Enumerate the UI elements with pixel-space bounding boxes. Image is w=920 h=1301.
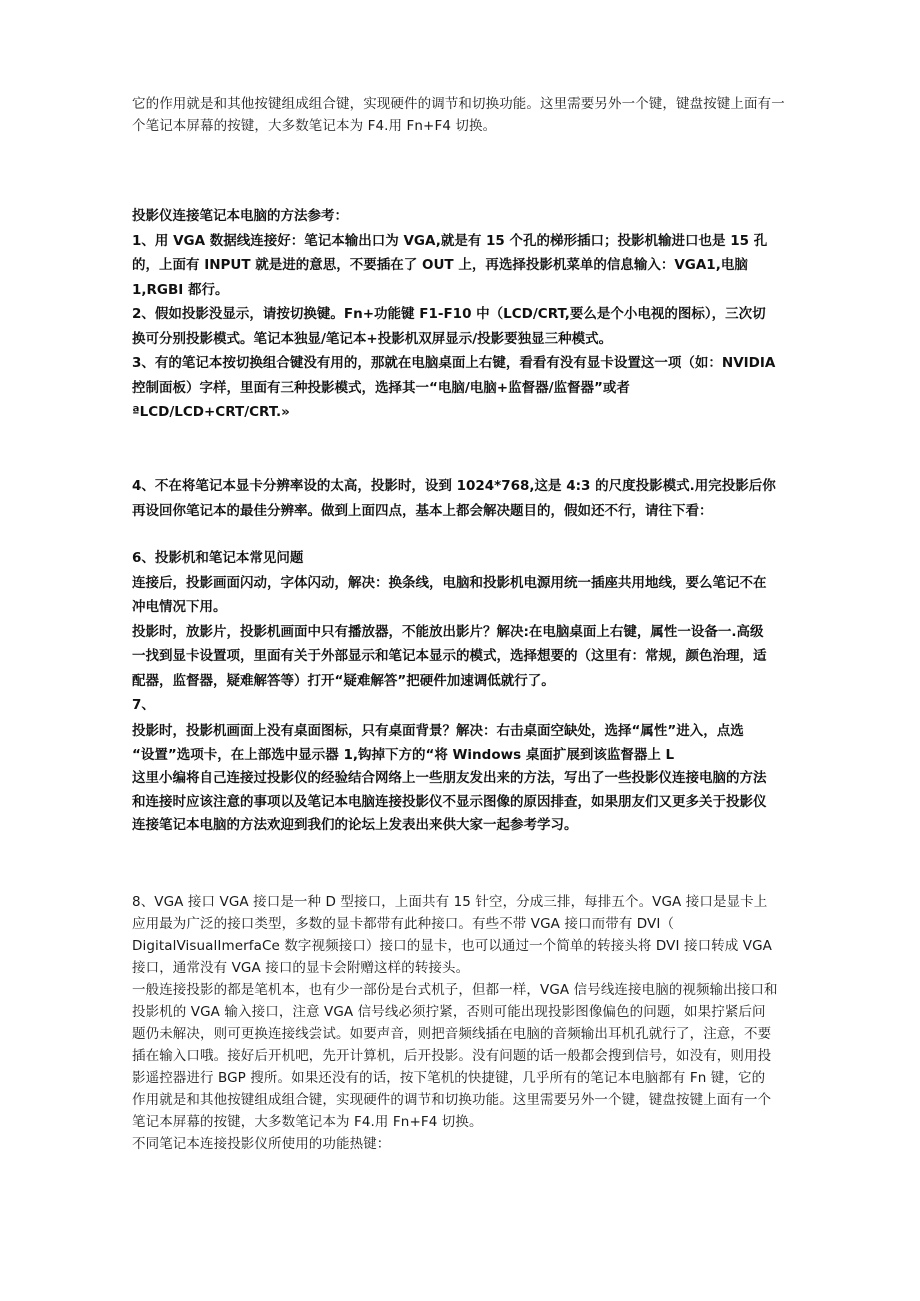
text-line: 8、VGA 接口 VGA 接口是一种 D 型接口，上面共有 15 针空，分成三排，每排五个。VGA 接口是显卡上 <box>132 894 768 910</box>
resolution-paragraph <box>132 474 800 523</box>
text-line: 控制面板）字样，里面有三种投影模式，选择其一“电脑/电脑+监督器/监督器”或者 <box>132 379 630 396</box>
text-line: ªLCD/LCD+CRT/CRT.» <box>132 404 290 420</box>
projector-connection-methods <box>132 204 800 425</box>
common-problems-section <box>132 546 800 718</box>
text-line: 2、假如投影没显示，请按切换键。Fn+功能键 F1-F10 中（LCD/CRT,要么是个小电视的图标），三次切 <box>132 306 766 322</box>
text-line: 应用最为广泛的接口类型，多数的显卡都带有此种接口。有些不带 VGA 接口而带有 DVI（ <box>132 916 675 932</box>
text-line: 冲电情况下用。 <box>132 599 227 615</box>
text-line: 一般连接投影的都是笔机本，也有少一部份是台式机子，但都一样，VGA 信号线连接电脑的视频输出接口和 <box>132 982 778 998</box>
text-line: 接口，通常没有 VGA 接口的显卡会附赠这样的转接头。 <box>132 960 470 976</box>
text-line: 题仍未解决，则可更换连接线尝试。如要声音，则把音频线插在电脑的音频输出耳机孔就行了，注意，不要 <box>132 1026 772 1042</box>
text-line: 插在输入口哦。接好后开机吧，先开计算机，后开投影。没有问题的话一般都会搜到信号，如没有，则用投 <box>132 1048 772 1064</box>
text-line: 的，上面有 INPUT 就是进的意思，不要插在了 OUT 上，再选择投影机菜单的信息输入：VGA1,电脑 <box>132 257 748 273</box>
text-line: 投影时，投影机画面上没有桌面图标，只有桌面背景？解决：右击桌面空缺处，选择“属性”进入，点选 <box>132 723 744 739</box>
text-line: 笔记本屏幕的按键，大多数笔记本为 F4.用 Fn+F4 切换。 <box>132 1114 483 1130</box>
section-heading: 6、投影机和笔记本常见问题 <box>132 550 304 566</box>
text-line: 作用就是和其他按键组成组合键，实现硬件的调节和切换功能。这里需要另外一个键，键盘按键上面有一个 <box>132 1092 772 1108</box>
text-line: 一找到显卡设置项，里面有关于外部显示和笔记本显示的模式，选择想要的（这里有：常规，颜色治理，适 <box>132 648 767 664</box>
text-line: 投影时，放影片，投影机画面中只有播放器，不能放出影片？解决:在电脑桌面上右键，属性一设备一.高级 <box>132 623 764 640</box>
text-line: 换可分别投影模式。笔记本独显/笔记本+投影机双屏显示/投影要独显三种模式。 <box>132 330 613 347</box>
text-line: 投影机的 VGA 输入接口，注意 VGA 信号线必须拧紧，否则可能出现投影图像偏色的问题，如果拧紧后问 <box>132 1004 766 1020</box>
vga-interface-section <box>132 891 800 1155</box>
text-line: “设置”选项卡，在上部选中显示器 1,钩掉下方的“将 Windows 桌面扩展到该监督器上 L <box>132 746 675 763</box>
text-line: 1,RGBI 都行。 <box>132 281 229 298</box>
text-line: DigitalVisualImerfaCe 数字视频接口）接口的显卡，也可以通过一个简单的转接头将 DVI 接口转成 VGA <box>132 938 772 954</box>
text-line: 它的作用就是和其他按键组成组合键，实现硬件的调节和切换功能。这里需要另外一个键，键盘按键上面有一 <box>132 96 785 112</box>
desktop-icon-problem <box>132 720 800 838</box>
text-line: 这里小编将自己连接过投影仪的经验结合网络上一些朋友发出来的方法，写出了一些投影仪连接电脑的方法 <box>132 770 767 786</box>
text-line: 1、用 VGA 数据线连接好：笔记本输出口为 VGA,就是有 15 个孔的梯形插口；投影机输进口也是 15 孔 <box>132 232 768 249</box>
text-line: 配器，监督器，疑难解答等）打开“疑难解答”把硬件加速调低就行了。 <box>132 672 555 689</box>
text-line: 和连接时应该注意的事项以及笔记本电脑连接投影仪不显示图像的原因排查，如果朋友们又更多关于投影仪 <box>132 793 767 810</box>
text-line: 连接笔记本电脑的方法欢迎到我们的论坛上发表出来供大家一起参考学习。 <box>132 817 578 833</box>
section-heading: 投影仪连接笔记本电脑的方法参考： <box>132 208 348 224</box>
text-line: 3、有的笔记本按切换组合键没有用的，那就在电脑桌面上右键，看看有没有显卡设置这一项（如：NVIDIA <box>132 355 776 371</box>
text-line: 连接后，投影画面闪动，字体闪动，解决：换条线，电脑和投影机电源用统一插座共用地线，要么笔记不在 <box>132 574 767 591</box>
text-line: 不同笔记本连接投影仪所使用的功能热键： <box>132 1136 391 1152</box>
text-line: 4、不在将笔记本显卡分辨率设的太高，投影时，设到 1024*768,这是 4:3 的尺度投影模式.用完投影后你 <box>132 478 776 494</box>
text-line: 影遥控器进行 BGP 搜所。如果还没有的话，按下笔机的快捷键，几乎所有的笔记本电脑都有 Fn 键，它的 <box>132 1070 766 1086</box>
text-line: 个笔记本屏幕的按键，大多数笔记本为 F4.用 Fn+F4 切换。 <box>132 118 497 134</box>
text-line: 再设回你笔记本的最佳分辨率。做到上面四点，基本上都会解决题目的，假如还不行，请往下看： <box>132 502 713 519</box>
text-line: 7、 <box>132 697 155 713</box>
intro-paragraph <box>132 93 800 137</box>
